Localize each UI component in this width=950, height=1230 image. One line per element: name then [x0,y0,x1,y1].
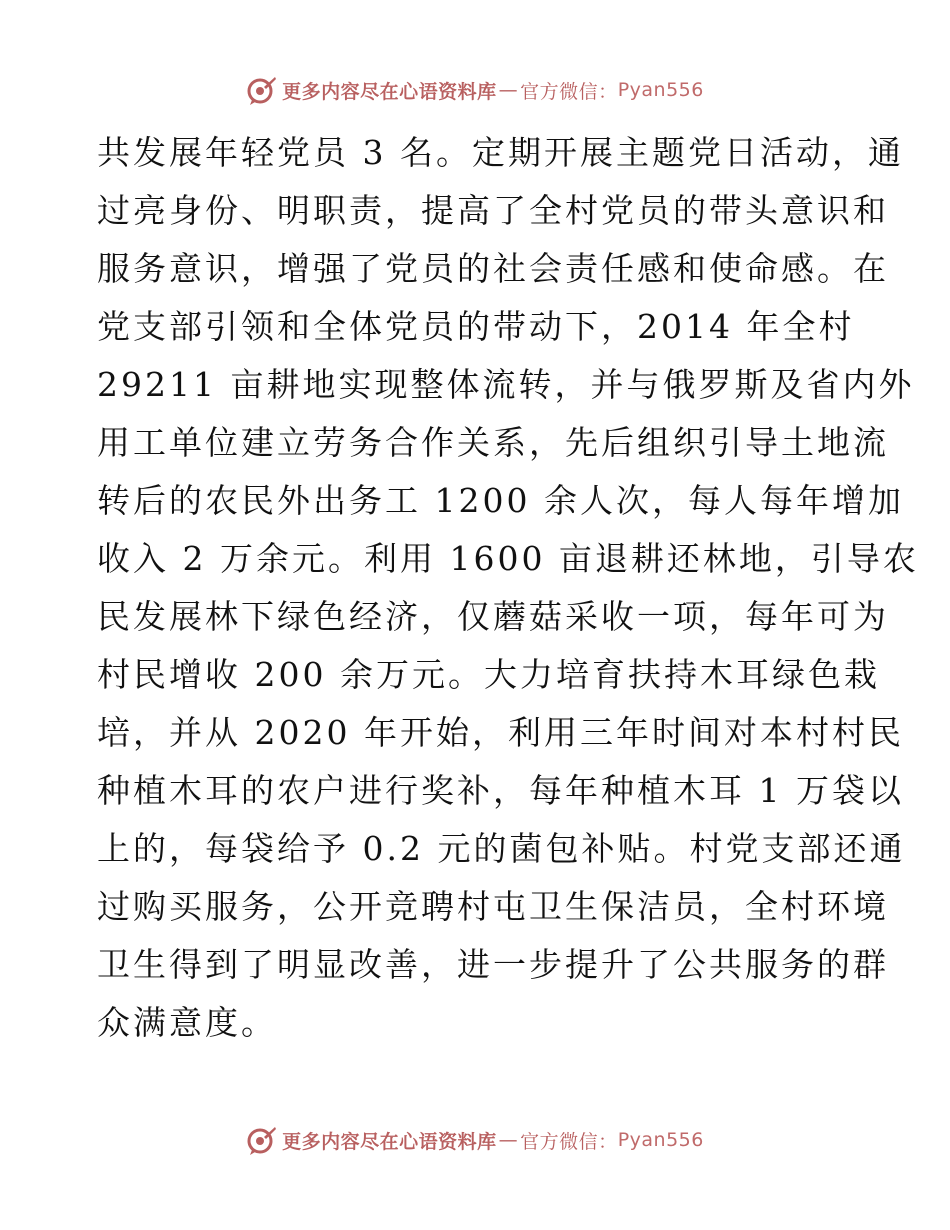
body-line: 过购买服务，公开竞聘村屯卫生保洁员，全村环境 [97,887,889,926]
body-line: 种植木耳的农户进行奖补，每年种植木耳 1 万袋以 [97,771,904,810]
body-line: 共发展年轻党员 3 名。定期开展主题党日活动，通 [97,133,904,172]
body-line: 收入 2 万余元。利用 1600 亩退耕还林地，引导农 [97,539,919,578]
footer-dash: — [498,1129,519,1151]
pen-logo-icon [246,74,278,106]
header-watermark-banner [0,70,950,110]
header-site-name: 更多内容尽在心语资料库 [282,80,497,103]
document-body [97,124,919,1052]
header-dash: — [498,79,519,101]
footer-watermark-banner [0,1120,950,1160]
body-line: 卫生得到了明显改善，进一步提升了公共服务的群 [97,945,889,984]
body-line: 培，并从 2020 年开始，利用三年时间对本村村民 [97,713,904,752]
body-line: 村民增收 200 余万元。大力培育扶持木耳绿色栽 [97,655,880,694]
body-line: 用工单位建立劳务合作关系，先后组织引导土地流 [97,423,889,462]
pen-logo-icon [246,1124,278,1156]
header-wechat-label: 官方微信： [520,80,618,103]
body-line: 民发展林下绿色经济，仅蘑菇采收一项，每年可为 [97,597,889,636]
footer-site-name: 更多内容尽在心语资料库 [282,1130,497,1153]
body-line: 服务意识，增强了党员的社会责任感和使命感。在 [97,249,889,288]
body-line: 众满意度。 [97,1003,277,1042]
body-line: 29211 亩耕地实现整体流转，并与俄罗斯及省内外 [97,365,915,404]
header-wechat-id: Pyan556 [617,79,704,101]
body-line: 过亮身份、明职责，提高了全村党员的带头意识和 [97,191,889,230]
footer-wechat-label: 官方微信： [520,1130,618,1153]
body-line: 转后的农民外出务工 1200 余人次，每人每年增加 [97,481,904,520]
body-line: 上的，每袋给予 0.2 元的菌包补贴。村党支部还通 [97,829,906,868]
body-line: 党支部引领和全体党员的带动下，2014 年全村 [97,307,855,346]
footer-wechat-id: Pyan556 [617,1129,704,1151]
